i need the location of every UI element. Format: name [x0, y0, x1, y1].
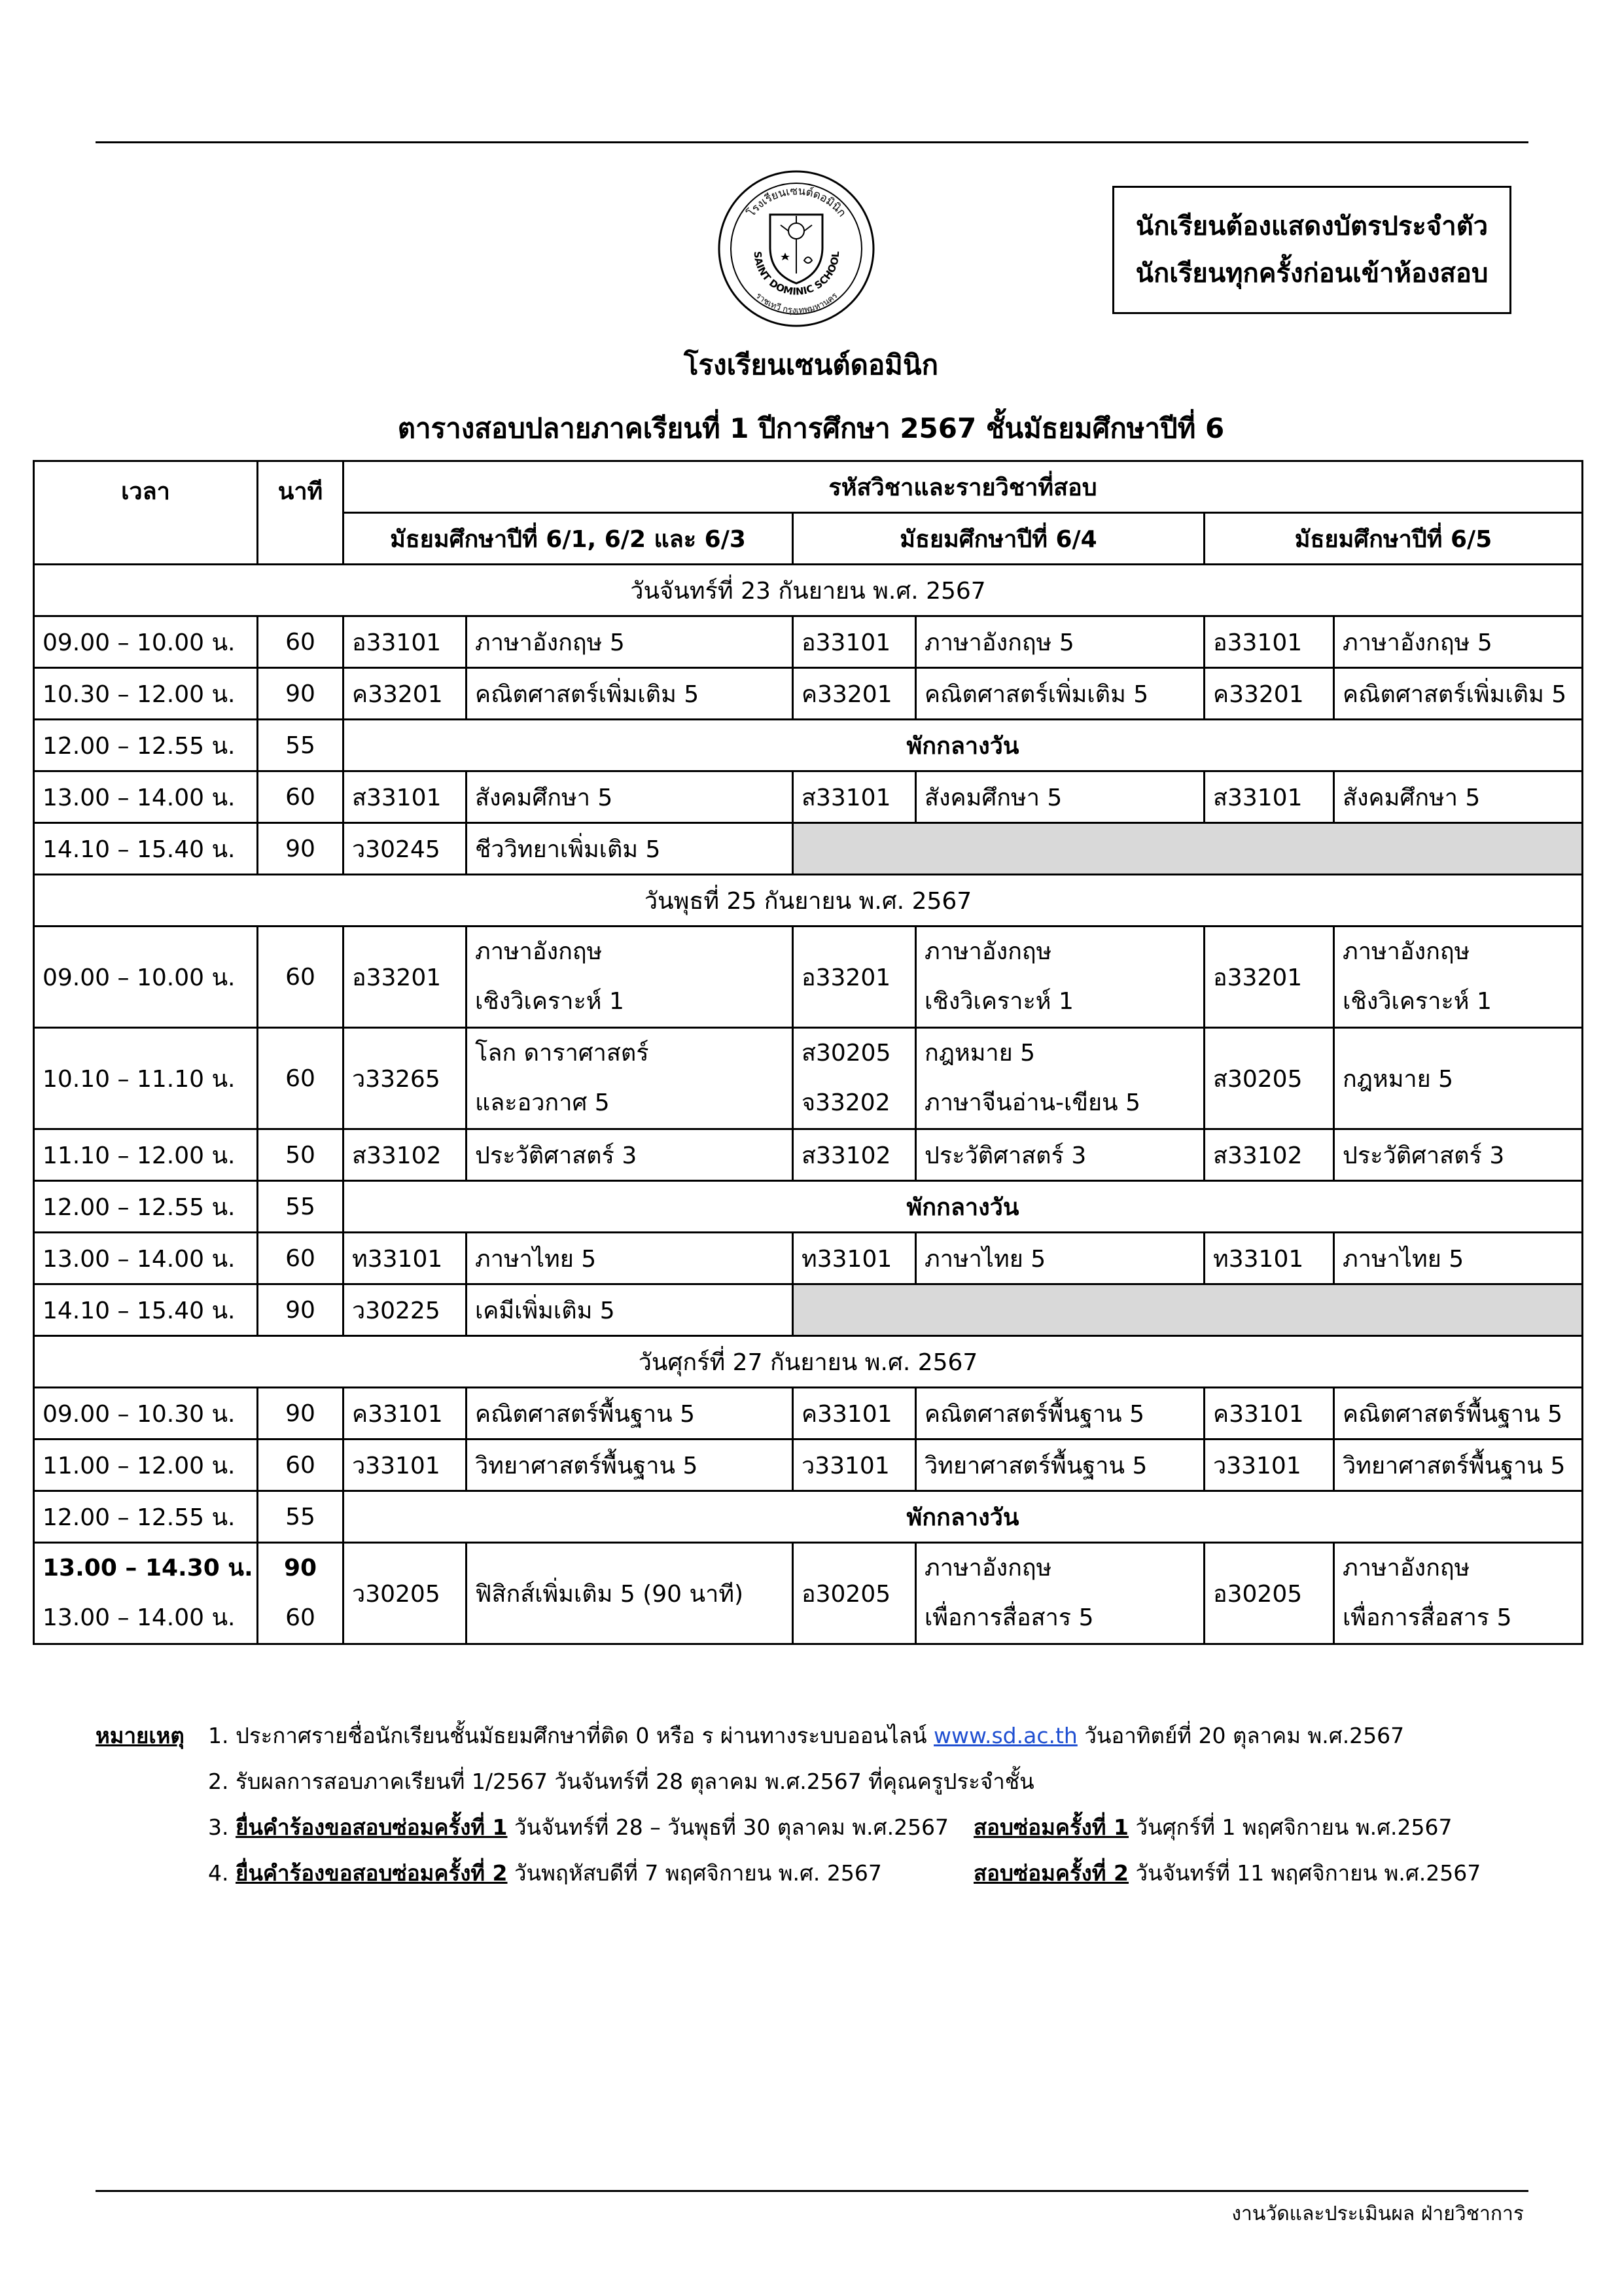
course-name: คณิตศาสตร์เพิ่มเติม 5: [467, 668, 793, 720]
svg-text:โรงเรียนเซนต์ดอมินิก: โรงเรียนเซนต์ดอมินิก: [745, 185, 849, 220]
school-logo: [716, 169, 877, 329]
header-time: เวลา: [34, 461, 258, 565]
time-cell: 14.10 – 15.40 น.: [34, 823, 258, 875]
table-row: [34, 823, 1583, 875]
course-code: ค33201: [1205, 668, 1334, 720]
course-code: อ30205: [1205, 1543, 1334, 1644]
course-code: ว33101: [793, 1439, 916, 1491]
course-code: ว33265: [344, 1028, 467, 1129]
course-name: ประวัติศาสตร์ 3: [467, 1129, 793, 1181]
table-row: [34, 1284, 1583, 1336]
minutes-cell: 55: [258, 720, 344, 771]
school-name: โรงเรียนเซนต์ดอมินิก: [683, 349, 939, 381]
exam-schedule-table: [33, 460, 1583, 1645]
note-3-retake: [974, 1805, 1453, 1850]
course-code: อ33201: [344, 927, 467, 1028]
table-row: [34, 1028, 1583, 1129]
time-cell: 10.30 – 12.00 น.: [34, 668, 258, 720]
course-code: ส33102: [1205, 1129, 1334, 1181]
course-name: ประวัติศาสตร์ 3: [1334, 1129, 1583, 1181]
course-code: ค33101: [1205, 1388, 1334, 1439]
minutes-cell: 55: [258, 1181, 344, 1233]
day-label: วันศุกร์ที่ 27 กันยายน พ.ศ. 2567: [34, 1336, 1583, 1388]
course-name-line: ภาษาอังกฤษ: [475, 938, 603, 965]
minutes-cell: 60: [258, 927, 344, 1028]
course-name: ภาษาไทย 5: [916, 1233, 1205, 1284]
minutes-cell: 60: [258, 616, 344, 668]
lunch-label: พักกลางวัน: [344, 1181, 1583, 1233]
note-number: 4.: [208, 1860, 236, 1886]
lunch-row: [34, 720, 1583, 771]
note-text: วันจันทร์ที่ 28 – วันพุธที่ 30 ตุลาคม พ.ศ.2567: [507, 1814, 949, 1840]
course-name-line: เชิงวิเคราะห์ 1: [925, 988, 1074, 1015]
course-code: ว33101: [344, 1439, 467, 1491]
course-name: กฎหมาย 5: [1334, 1028, 1583, 1129]
course-name-line: ภาษาอังกฤษ: [925, 938, 1052, 965]
course-code: ท33101: [1205, 1233, 1334, 1284]
minutes-cell: 60: [258, 1439, 344, 1491]
course-name: คณิตศาสตร์พื้นฐาน 5: [916, 1388, 1205, 1439]
course-name: ภาษาอังกฤษ 5: [467, 616, 793, 668]
course-name: [467, 927, 793, 1028]
course-code: ว33101: [1205, 1439, 1334, 1491]
header-row: [34, 461, 1583, 513]
lunch-row: [34, 1491, 1583, 1543]
course-name-line: เชิงวิเคราะห์ 1: [1343, 988, 1492, 1015]
note-emphasis: สอบซ่อมครั้งที่ 1: [974, 1814, 1129, 1840]
course-code: ค33101: [344, 1388, 467, 1439]
course-code: อ33101: [344, 616, 467, 668]
day-row: [34, 1336, 1583, 1388]
course-name-line: ภาษาอังกฤษ: [1343, 1555, 1470, 1581]
time-line: 13.00 – 14.30 น.: [43, 1555, 253, 1581]
bottom-rule: [96, 2190, 1528, 2192]
course-name: [916, 1543, 1205, 1644]
lunch-label: พักกลางวัน: [344, 1491, 1583, 1543]
svg-text:SAINT DOMINIC SCHOOL: SAINT DOMINIC SCHOOL: [751, 251, 842, 298]
course-name-line: และอวกาศ 5: [475, 1089, 610, 1116]
course-name: [916, 1028, 1205, 1129]
course-name: ภาษาไทย 5: [1334, 1233, 1583, 1284]
footer-department: งานวัดและประเมินผล ฝ่ายวิชาการ: [1231, 2202, 1524, 2225]
course-name-line: ภาษาอังกฤษ: [1343, 938, 1470, 965]
course-name: [1334, 927, 1583, 1028]
course-code: ว30205: [344, 1543, 467, 1644]
minutes-cell: 90: [258, 1388, 344, 1439]
time-cell: 10.10 – 11.10 น.: [34, 1028, 258, 1129]
day-label: วันพุธที่ 25 กันยายน พ.ศ. 2567: [34, 875, 1583, 927]
time-cell: 13.00 – 14.00 น.: [34, 1233, 258, 1284]
course-code: ค33201: [793, 668, 916, 720]
course-code: อ33201: [1205, 927, 1334, 1028]
course-name: [467, 1028, 793, 1129]
course-name-line: เพื่อการสื่อสาร 5: [925, 1604, 1094, 1631]
time-cell: 14.10 – 15.40 น.: [34, 1284, 258, 1336]
minutes-cell: 50: [258, 1129, 344, 1181]
minutes-cell: [258, 1543, 344, 1644]
day-label: วันจันทร์ที่ 23 กันยายน พ.ศ. 2567: [34, 565, 1583, 616]
course-code: อ33101: [1205, 616, 1334, 668]
table-row: [34, 616, 1583, 668]
website-link[interactable]: www.sd.ac.th: [934, 1723, 1078, 1748]
time-cell: 09.00 – 10.00 น.: [34, 927, 258, 1028]
notice-line-1: นักเรียนต้องแสดงบัตรประจำตัว: [1135, 211, 1489, 241]
table-row: [34, 927, 1583, 1028]
course-name-line: กฎหมาย 5: [925, 1040, 1036, 1067]
minutes-cell: 90: [258, 1284, 344, 1336]
course-name-line: ภาษาจีนอ่าน-เขียน 5: [925, 1089, 1140, 1116]
course-name: [1334, 1543, 1583, 1644]
course-name: ภาษาไทย 5: [467, 1233, 793, 1284]
minutes-cell: 60: [258, 1028, 344, 1129]
course-name: คณิตศาสตร์พื้นฐาน 5: [1334, 1388, 1583, 1439]
course-code: อ30205: [793, 1543, 916, 1644]
note-text: วันจันทร์ที่ 11 พฤศจิกายน พ.ศ.2567: [1129, 1860, 1481, 1886]
table-row: [34, 1388, 1583, 1439]
course-code: ว30225: [344, 1284, 467, 1336]
day-row: [34, 875, 1583, 927]
table-row: [34, 1543, 1583, 1644]
header-group-6-4: มัธยมศึกษาปีที่ 6/4: [793, 513, 1205, 565]
course-code: ท33101: [344, 1233, 467, 1284]
course-name: คณิตศาสตร์เพิ่มเติม 5: [1334, 668, 1583, 720]
note-number: 3.: [208, 1814, 236, 1840]
time-cell: 12.00 – 12.55 น.: [34, 720, 258, 771]
day-row: [34, 565, 1583, 616]
note-2-text: 2. รับผลการสอบภาคเรียนที่ 1/2567 วันจันทร์ที่ 28 ตุลาคม พ.ศ.2567 ที่คุณครูประจำชั้น: [208, 1769, 1034, 1794]
course-code: ว30245: [344, 823, 467, 875]
course-code: ท33101: [793, 1233, 916, 1284]
course-name-line: เชิงวิเคราะห์ 1: [475, 988, 624, 1015]
time-cell: 12.00 – 12.55 น.: [34, 1181, 258, 1233]
document-title: ตารางสอบปลายภาคเรียนที่ 1 ปีการศึกษา 2567 ชั้นมัธยมศึกษาปีที่ 6: [397, 412, 1225, 444]
course-name: ฟิสิกส์เพิ่มเติม 5 (90 นาที): [467, 1543, 793, 1644]
header-group-6-5: มัธยมศึกษาปีที่ 6/5: [1205, 513, 1583, 565]
header-group-6-1-3: มัธยมศึกษาปีที่ 6/1, 6/2 และ 6/3: [344, 513, 793, 565]
minutes-cell: 55: [258, 1491, 344, 1543]
note-1-text: [208, 1713, 1404, 1759]
note-text: 1. ประกาศรายชื่อนักเรียนชั้นมัธยมศึกษาที่ติด 0 หรือ ร ผ่านทางระบบออนไลน์: [208, 1723, 934, 1748]
svg-text:ราชเทวี กรุงเทพมหานคร: ราชเทวี กรุงเทพมหานคร: [753, 291, 840, 316]
course-code: [793, 1028, 916, 1129]
note-3-text: [208, 1805, 949, 1850]
course-name: ภาษาอังกฤษ 5: [1334, 616, 1583, 668]
notes-label: หมายเหตุ: [96, 1723, 185, 1748]
minutes-line: 90: [283, 1555, 317, 1581]
note-4-retake: [974, 1850, 1481, 1896]
course-code: ส33101: [1205, 771, 1334, 823]
time-cell: 13.00 – 14.00 น.: [34, 771, 258, 823]
course-name-line: ภาษาอังกฤษ: [925, 1555, 1052, 1581]
header-subjects: รหัสวิชาและรายวิชาที่สอบ: [344, 461, 1583, 513]
notice-line-2: นักเรียนทุกครั้งก่อนเข้าห้องสอบ: [1135, 258, 1489, 289]
table-row: [34, 1233, 1583, 1284]
note-4-text: [208, 1850, 882, 1896]
course-name: ชีววิทยาเพิ่มเติม 5: [467, 823, 793, 875]
time-cell: 12.00 – 12.55 น.: [34, 1491, 258, 1543]
lunch-label: พักกลางวัน: [344, 720, 1583, 771]
time-cell: [34, 1543, 258, 1644]
table-row: [34, 1129, 1583, 1181]
time-cell: 11.00 – 12.00 น.: [34, 1439, 258, 1491]
course-code: ส33101: [344, 771, 467, 823]
note-text: วันศุกร์ที่ 1 พฤศจิกายน พ.ศ.2567: [1129, 1814, 1453, 1840]
course-name: ประวัติศาสตร์ 3: [916, 1129, 1205, 1181]
course-name: [916, 927, 1205, 1028]
time-cell: 11.10 – 12.00 น.: [34, 1129, 258, 1181]
course-code-line: ส30205: [802, 1040, 891, 1067]
time-cell: 09.00 – 10.00 น.: [34, 616, 258, 668]
note-text: วันพฤหัสบดีที่ 7 พฤศจิกายน พ.ศ. 2567: [507, 1860, 882, 1886]
course-name: สังคมศึกษา 5: [1334, 771, 1583, 823]
id-card-notice: [1112, 186, 1511, 314]
course-code: ส33101: [793, 771, 916, 823]
course-name: ภาษาอังกฤษ 5: [916, 616, 1205, 668]
course-name-line: โลก ดาราศาสตร์: [475, 1040, 649, 1067]
course-code: อ33101: [793, 616, 916, 668]
header-minutes: นาที: [258, 461, 344, 565]
course-name: คณิตศาสตร์เพิ่มเติม 5: [916, 668, 1205, 720]
minutes-cell: 90: [258, 823, 344, 875]
course-code: ค33101: [793, 1388, 916, 1439]
minutes-cell: 60: [258, 1233, 344, 1284]
course-name-line: เพื่อการสื่อสาร 5: [1343, 1604, 1512, 1631]
time-cell: 09.00 – 10.30 น.: [34, 1388, 258, 1439]
table-row: [34, 771, 1583, 823]
no-exam-cell: [793, 823, 1583, 875]
course-code: ส33102: [793, 1129, 916, 1181]
course-name: วิทยาศาสตร์พื้นฐาน 5: [467, 1439, 793, 1491]
note-emphasis: ยื่นคำร้องขอสอบซ่อมครั้งที่ 2: [235, 1860, 508, 1886]
course-name: คณิตศาสตร์พื้นฐาน 5: [467, 1388, 793, 1439]
note-text: วันอาทิตย์ที่ 20 ตุลาคม พ.ศ.2567: [1077, 1723, 1405, 1748]
minutes-line: 60: [285, 1604, 315, 1631]
course-name: วิทยาศาสตร์พื้นฐาน 5: [916, 1439, 1205, 1491]
table-row: [34, 668, 1583, 720]
course-code: ส33102: [344, 1129, 467, 1181]
course-name: เคมีเพิ่มเติม 5: [467, 1284, 793, 1336]
course-code: ส30205: [1205, 1028, 1334, 1129]
top-rule: [96, 141, 1528, 143]
lunch-row: [34, 1181, 1583, 1233]
minutes-cell: 60: [258, 771, 344, 823]
course-code-line: จ33202: [802, 1089, 890, 1116]
course-name: วิทยาศาสตร์พื้นฐาน 5: [1334, 1439, 1583, 1491]
course-name: สังคมศึกษา 5: [467, 771, 793, 823]
time-line: 13.00 – 14.00 น.: [43, 1604, 236, 1631]
course-code: ค33201: [344, 668, 467, 720]
course-name: สังคมศึกษา 5: [916, 771, 1205, 823]
note-emphasis: ยื่นคำร้องขอสอบซ่อมครั้งที่ 1: [235, 1814, 508, 1840]
no-exam-cell: [793, 1284, 1583, 1336]
minutes-cell: 90: [258, 668, 344, 720]
table-row: [34, 1439, 1583, 1491]
course-code: อ33201: [793, 927, 916, 1028]
note-emphasis: สอบซ่อมครั้งที่ 2: [974, 1860, 1129, 1886]
